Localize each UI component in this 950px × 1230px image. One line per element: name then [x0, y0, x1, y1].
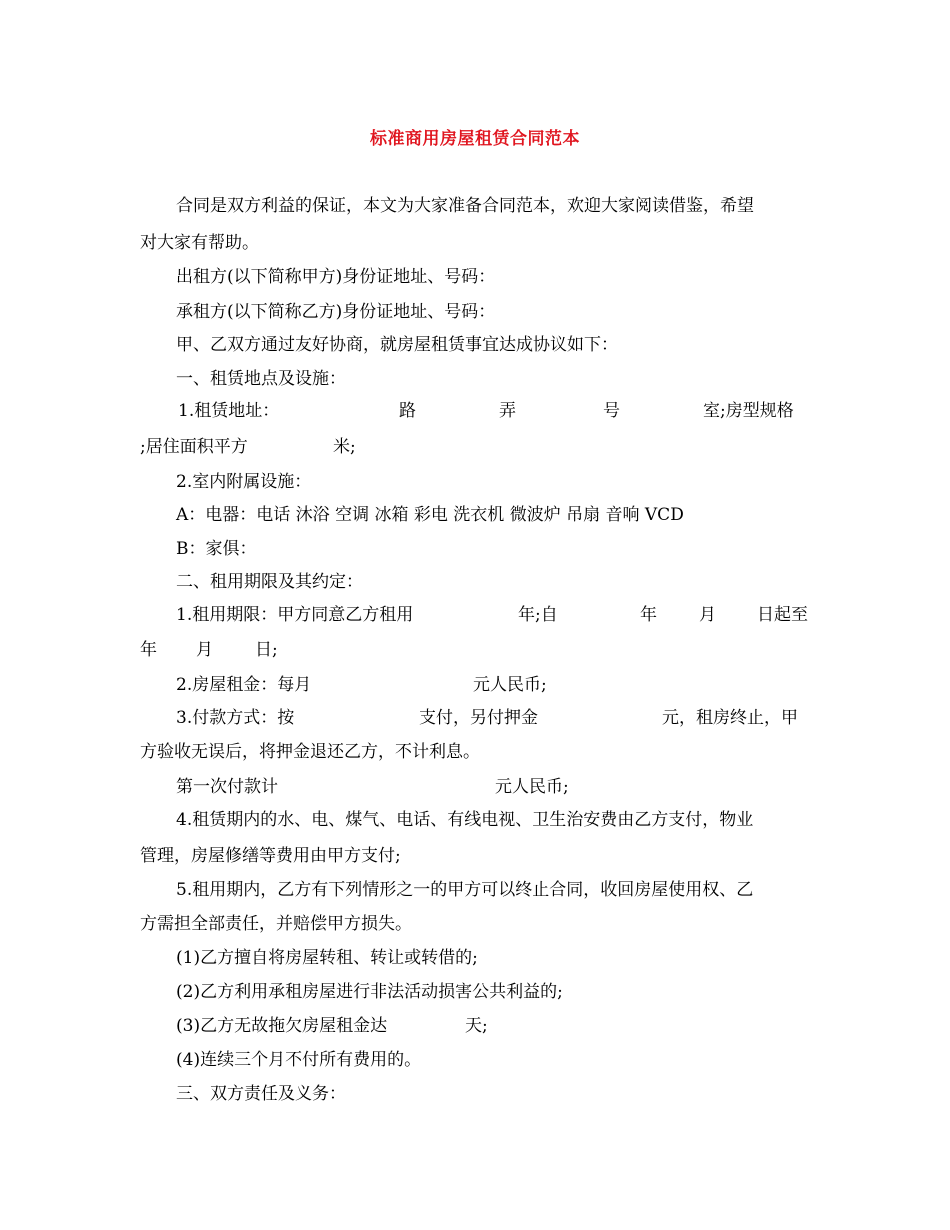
term-label: 1.租用期限：甲方同意乙方租用 [176, 605, 414, 625]
rent-unit: 元人民币; [473, 675, 547, 695]
section-1-heading: 一、租赁地点及设施： [176, 369, 346, 389]
facilities-heading: 2.室内附属设施： [176, 472, 312, 492]
appliances-line: A：电器：电话 沐浴 空调 冰箱 彩电 洗衣机 微波炉 吊扇 音响 VCD [176, 505, 684, 525]
fees-line-1: 4.租赁期内的水、电、煤气、电话、有线电视、卫生治安费由乙方支付，物业 [176, 810, 754, 830]
termination-line-2: 方需担全部责任，并赔偿甲方损失。 [140, 914, 412, 934]
party-a-line: 出租方(以下简称甲方)身份证地址、号码： [176, 267, 496, 287]
intro-line-1: 合同是双方利益的保证，本文为大家准备合同范本，欢迎大家阅读借鉴，希望 [176, 196, 754, 216]
term-end-year: 年 [140, 640, 157, 660]
term-end-month: 月 [196, 640, 213, 660]
lease-road: 路 [399, 401, 416, 421]
lease-room-spec: 室;房型规格 [703, 401, 794, 421]
first-payment-label: 第一次付款计 [176, 777, 278, 797]
first-payment-unit: 元人民币; [495, 777, 569, 797]
lease-address-label: 1.租赁地址： [178, 401, 280, 421]
living-area-unit: 米; [333, 437, 356, 457]
lease-number: 号 [603, 401, 620, 421]
payment-deposit-unit: 元，租房终止，甲 [662, 708, 798, 728]
agreement-line: 甲、乙双方通过友好协商，就房屋租赁事宜达成协议如下： [176, 335, 618, 355]
term-start-month: 月 [699, 605, 716, 625]
payment-method-label: 3.付款方式：按 [176, 708, 295, 728]
section-2-heading: 二、租用期限及其约定： [176, 572, 363, 592]
term-start-day: 日起至 [757, 605, 808, 625]
fees-line-2: 管理，房屋修缮等费用由甲方支付; [140, 846, 401, 866]
furniture-line: B：家俱： [176, 539, 257, 559]
payment-line-2: 方验收无误后，将押金退还乙方，不计利息。 [140, 742, 480, 762]
case-3-label: (3)乙方无故拖欠房屋租金达 [176, 1016, 388, 1036]
rent-label: 2.房屋租金：每月 [176, 675, 312, 695]
case-1: (1)乙方擅自将房屋转租、转让或转借的; [176, 948, 478, 968]
term-end-day: 日; [255, 640, 278, 660]
case-3-unit: 天; [465, 1016, 488, 1036]
case-2: (2)乙方利用承租房屋进行非法活动损害公共利益的; [176, 982, 563, 1002]
termination-line-1: 5.租用期内，乙方有下列情形之一的甲方可以终止合同，收回房屋使用权、乙 [176, 880, 754, 900]
party-b-line: 承租方(以下简称乙方)身份证地址、号码： [176, 302, 496, 322]
living-area-label: ;居住面积平方 [140, 437, 248, 457]
term-years-from: 年;自 [518, 605, 558, 625]
document-title: 标准商用房屋租赁合同范本 [370, 129, 580, 149]
lease-lane: 弄 [499, 401, 516, 421]
payment-deposit-label: 支付，另付押金 [419, 708, 538, 728]
section-3-heading: 三、双方责任及义务： [176, 1084, 346, 1104]
intro-line-2: 对大家有帮助。 [140, 233, 259, 253]
term-start-year: 年 [640, 605, 657, 625]
case-4: (4)连续三个月不付所有费用的。 [176, 1050, 422, 1070]
